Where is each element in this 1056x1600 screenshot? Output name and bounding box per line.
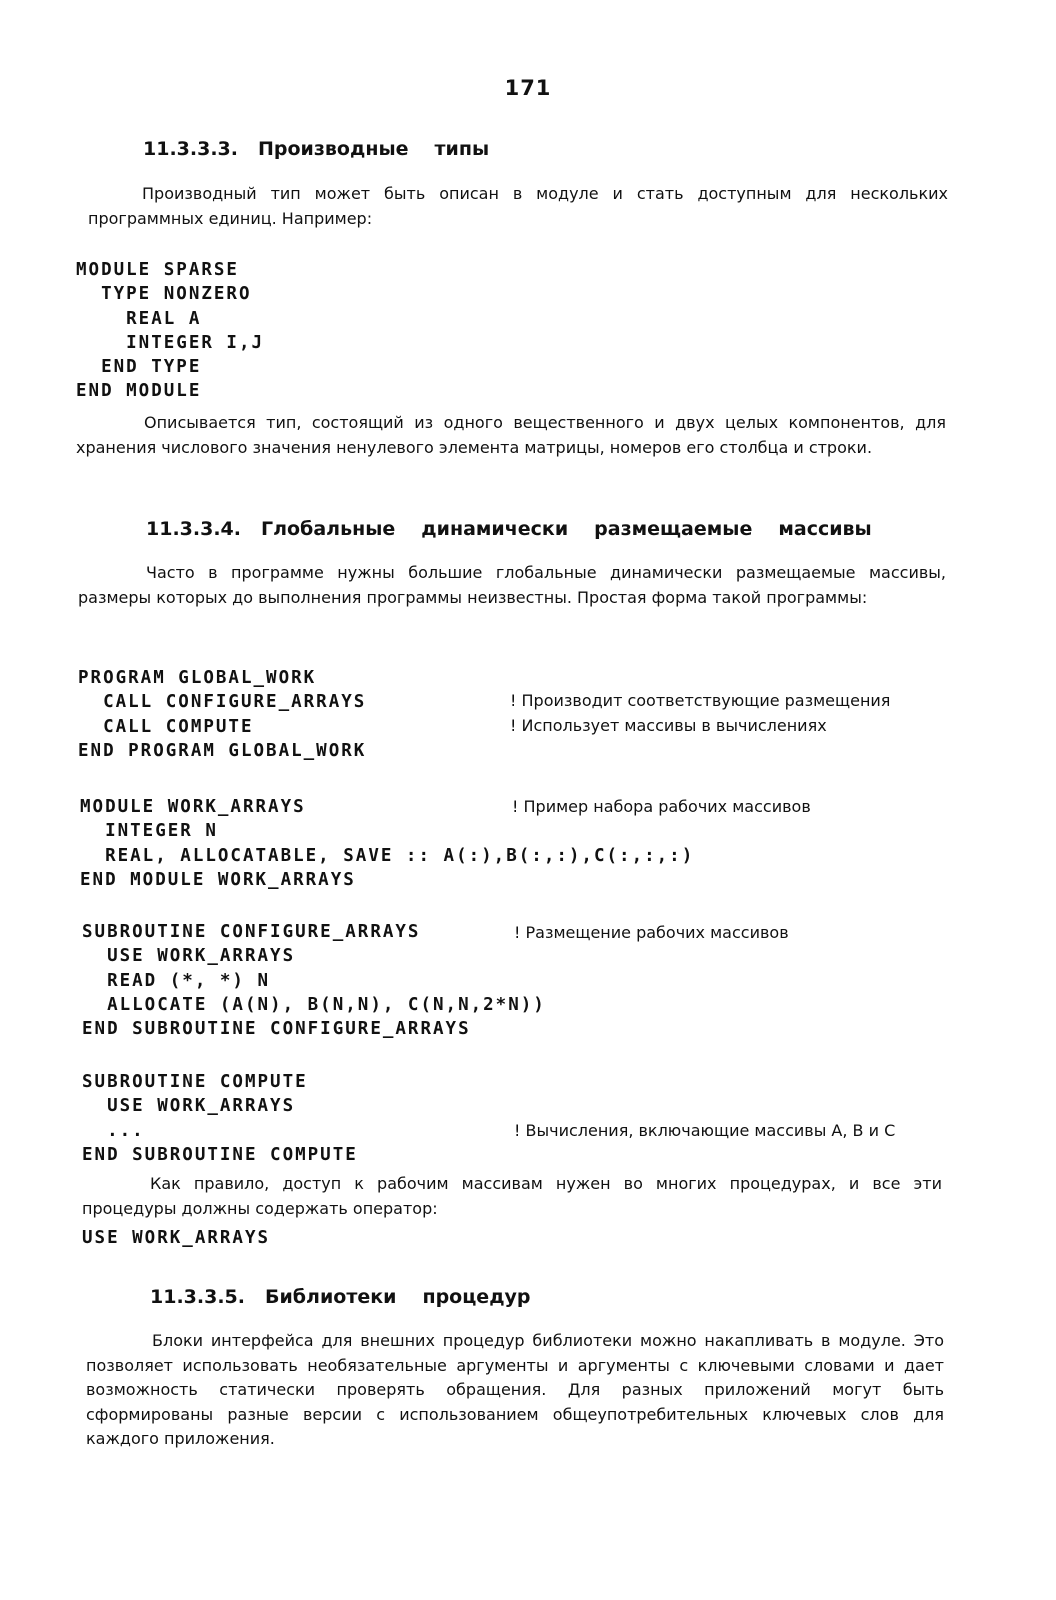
heading-word: динамически bbox=[421, 518, 569, 540]
section-heading-procedure-libraries bbox=[150, 1286, 557, 1308]
code-use-statement: USE WORK_ARRAYS bbox=[82, 1228, 271, 1248]
comment-configure-arrays: ! Производит соответствующие размещения bbox=[510, 691, 891, 710]
comment-module-work-arrays: ! Пример набора рабочих массивов bbox=[512, 797, 811, 816]
comment-calculations: ! Вычисления, включающие массивы А, В и С bbox=[514, 1121, 896, 1140]
paragraph-procedure-libraries: Блоки интерфейса для внешних процедур библиотеки можно накапливать в модуле. Это позволяет использовать необязательные аргументы и аргументы с ключевыми словами и дает возможность статически проверять обращения. Для разных приложений могут быть сформированы разные версии с использованием общеупотребительных ключевых слов для каждого приложения. bbox=[86, 1331, 944, 1448]
section-number: 11.3.3.5. bbox=[150, 1286, 245, 1308]
code-subroutine-configure: SUBROUTINE CONFIGURE_ARRAYS USE WORK_ARRAYS READ (*, *) N ALLOCATE (A(N), B(N,N), C(N,N,2*N)) END SUBROUTINE CONFIGURE_ARRAYS bbox=[82, 922, 546, 1040]
heading-word: процедур bbox=[422, 1286, 531, 1308]
paragraph-work-arrays-usage: Как правило, доступ к рабочим массивам нужен во многих процедурах, и все эти процедуры должны содержать оператор: bbox=[82, 1174, 942, 1218]
comment-subroutine-configure: ! Размещение рабочих массивов bbox=[514, 923, 789, 942]
section-number: 11.3.3.4. bbox=[146, 518, 241, 540]
heading-word: массивы bbox=[778, 518, 872, 540]
heading-word: размещаемые bbox=[594, 518, 753, 540]
code-program-global-work: PROGRAM GLOBAL_WORK CALL CONFIGURE_ARRAYS CALL COMPUTE END PROGRAM GLOBAL_WORK bbox=[78, 668, 367, 761]
code-module-work-arrays: MODULE WORK_ARRAYS INTEGER N REAL, ALLOCATABLE, SAVE :: A(:),B(:,:),C(:,:,:) END MODULE WORK_ARRAYS bbox=[80, 797, 695, 890]
paragraph-global-arrays-intro: Часто в программе нужны большие глобальные динамически размещаемые массивы, размеры которых до выполнения программы неизвестны. Простая форма такой программы: bbox=[78, 563, 946, 607]
paragraph-derived-types-intro: Производный тип может быть описан в модуле и стать доступным для нескольких программных единиц. Например: bbox=[88, 184, 948, 228]
heading-word: Производные bbox=[257, 138, 409, 160]
code-module-sparse: MODULE SPARSE TYPE NONZERO REAL A INTEGER I,J END TYPE END MODULE bbox=[76, 260, 265, 402]
code-subroutine-compute: SUBROUTINE COMPUTE USE WORK_ARRAYS ... END SUBROUTINE COMPUTE bbox=[82, 1072, 358, 1165]
section-heading-global-arrays bbox=[146, 518, 898, 540]
heading-word: Глобальные bbox=[260, 518, 396, 540]
page-number: 171 bbox=[504, 76, 552, 100]
heading-word: типы bbox=[434, 138, 490, 160]
heading-word: Библиотеки bbox=[264, 1286, 397, 1308]
paragraph-derived-types-description: Описывается тип, состоящий из одного вещественного и двух целых компонентов, для хранения числового значения ненулевого элемента матрицы, номеров его столбца и строки. bbox=[76, 413, 946, 457]
section-number: 11.3.3.3. bbox=[143, 138, 238, 160]
comment-compute: ! Использует массивы в вычислениях bbox=[510, 716, 827, 735]
section-heading-derived-types bbox=[143, 138, 515, 160]
